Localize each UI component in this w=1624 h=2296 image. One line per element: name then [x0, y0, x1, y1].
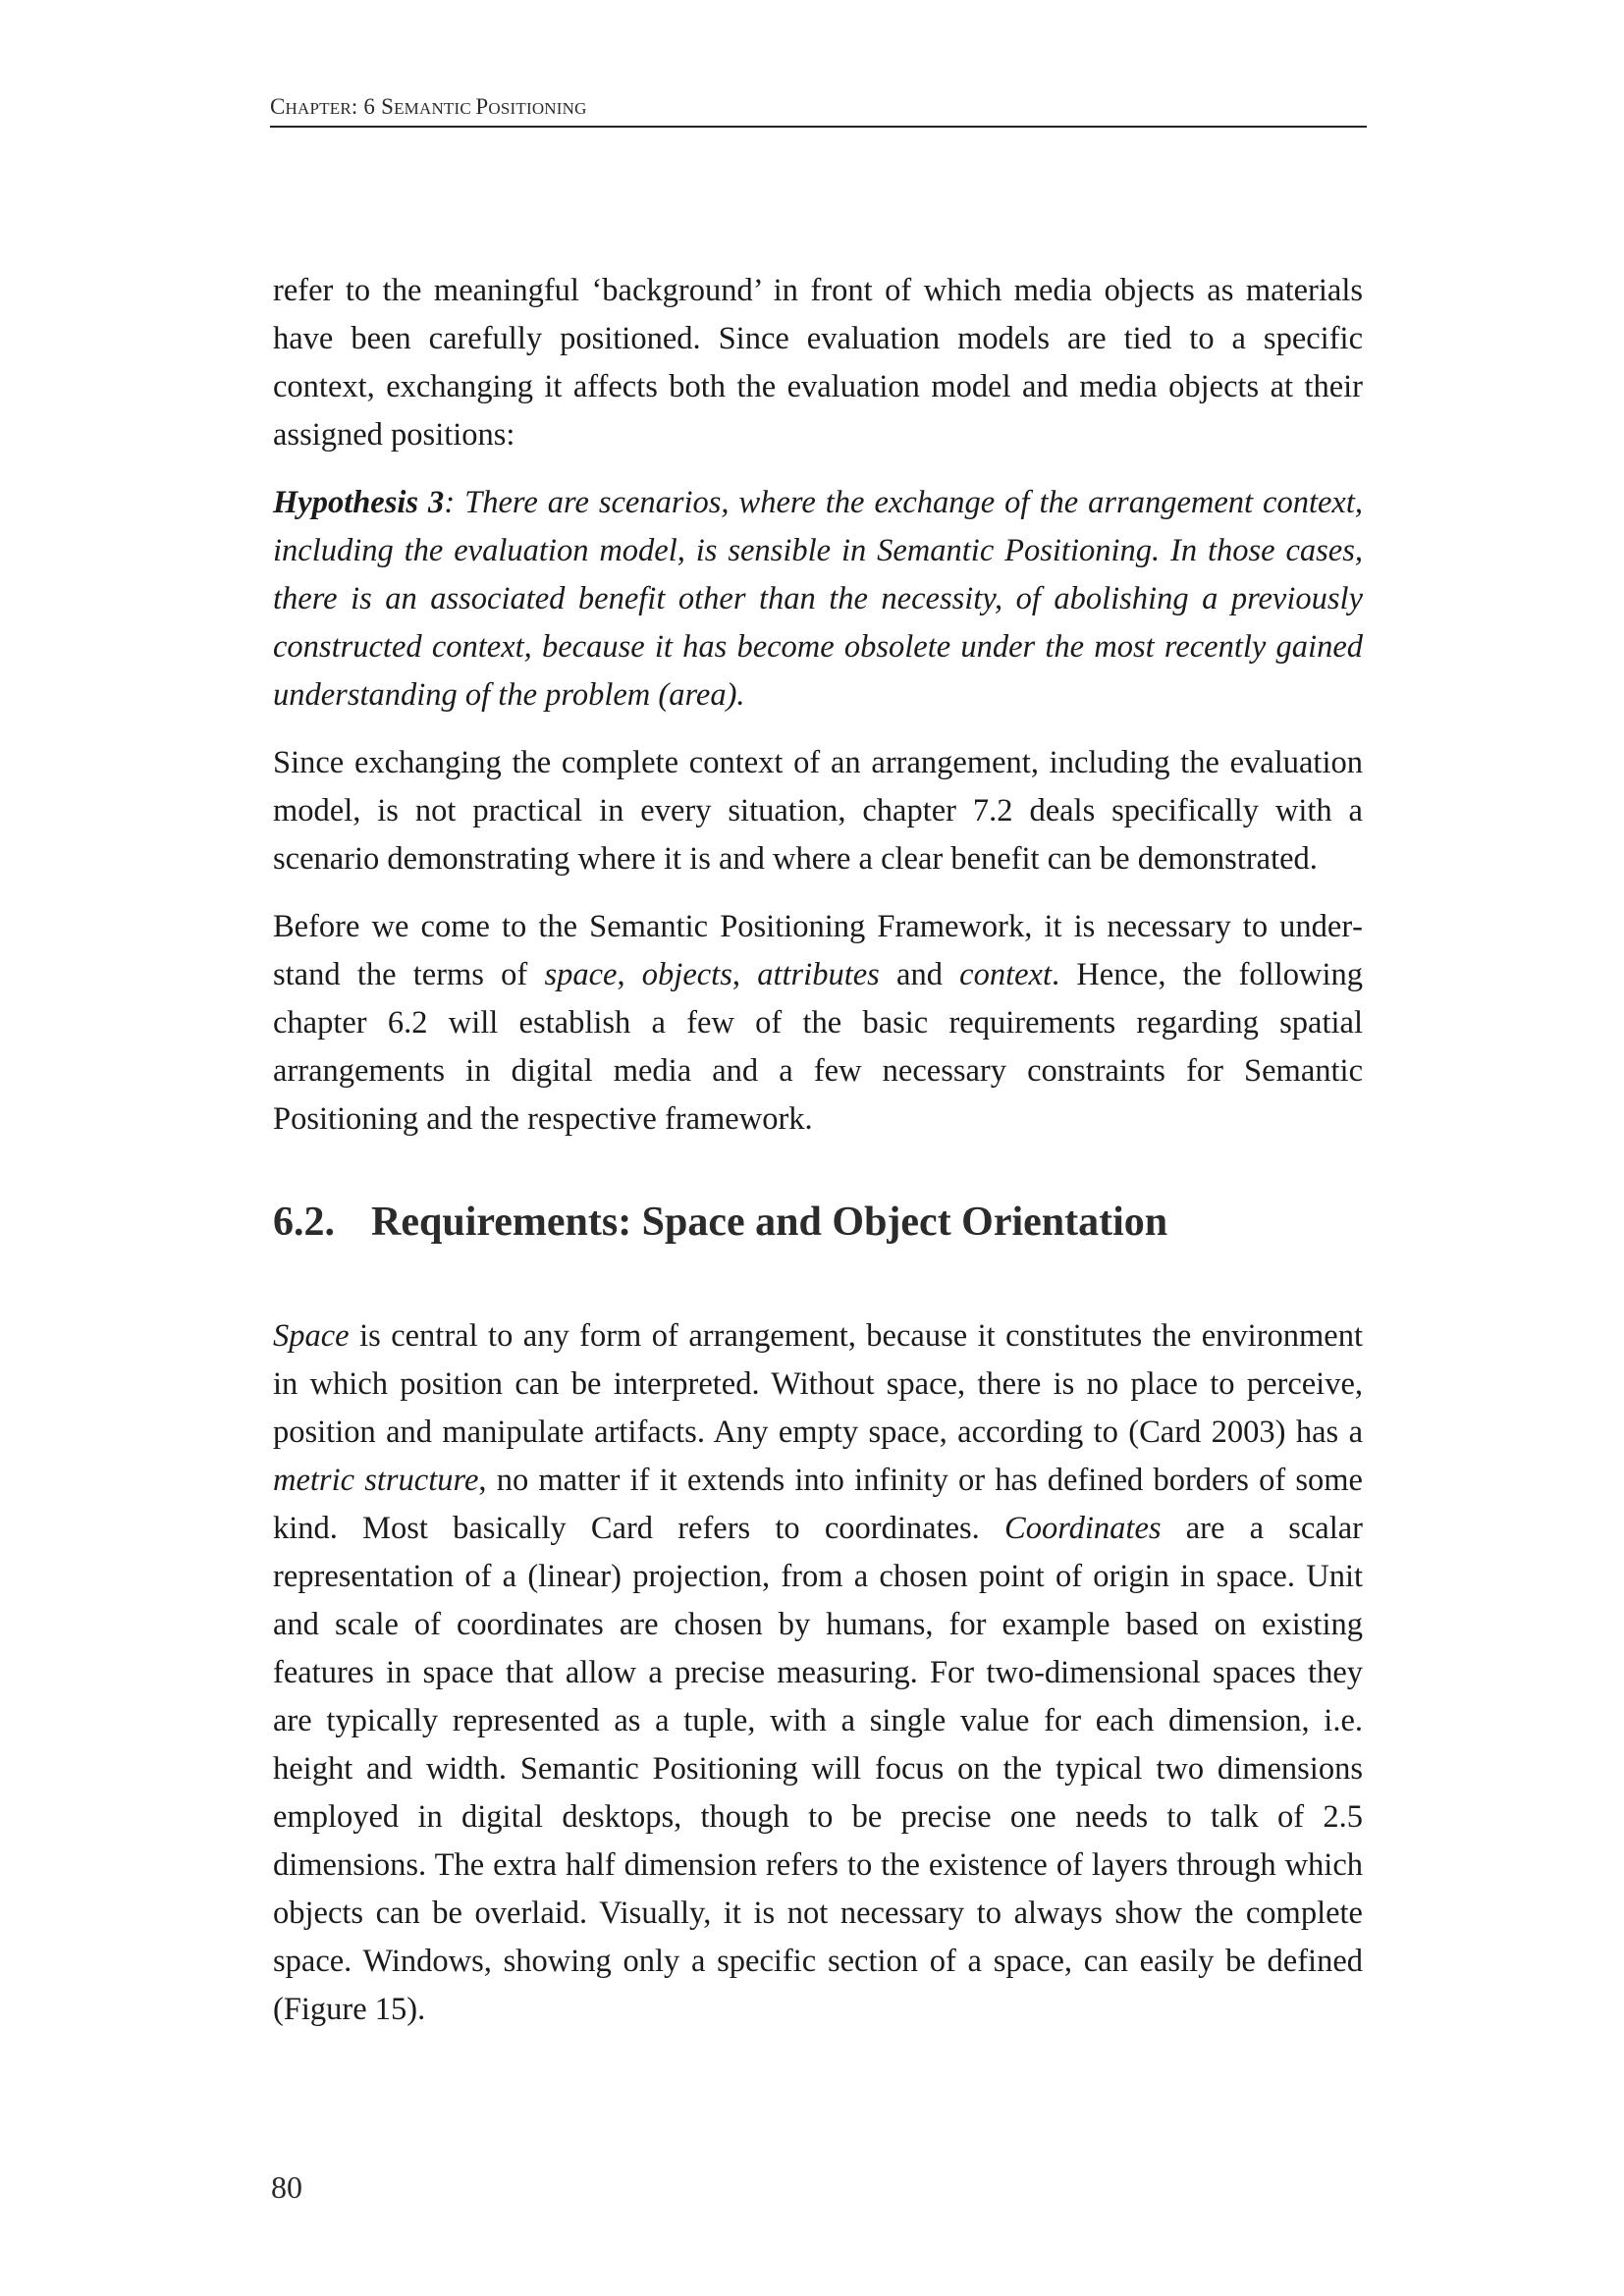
- p4-text-d: and: [879, 957, 960, 992]
- page-body: [273, 267, 1363, 2054]
- term-objects: objects: [641, 957, 732, 992]
- term-space: space: [544, 957, 618, 992]
- p5-text-a: is central to any form of arrangement, because it constitutes the environment in which position can be interpreted. Without space, there is no place to perceive, position and manipulate artifacts. Any empty space, according to (Card 2003) has a: [273, 1318, 1363, 1450]
- header-chapter-initial: C: [270, 94, 286, 119]
- p5-text-c: are a scalar representation of a (linear) projection, from a chosen point of origin in space. Unit and scale of coordinates are chosen by humans, for example based on existing features in space that allow a precise measuring. For two-dimensional spaces they are typically represented as a tuple, with a single value for each dimension, i.e. height and width. Semantic Positioning will focus on the typical two dimensions employed in digital desktops, though to be precise one needs to talk of 2.5 dimensions. The extra half dimension refers to the existence of layers through which objects can be overlaid. Visually, it is not necessary to always show the complete space. Windows, showing only a specific section of a space, can easily be defined (Figure 15).: [273, 1511, 1364, 2027]
- hypothesis-paragraph: [273, 479, 1363, 720]
- p4-text-b: ,: [617, 957, 642, 992]
- header-title-word-1: EMANTIC: [394, 99, 476, 118]
- term-attributes: attributes: [757, 957, 880, 992]
- term-coordinates: Coordinates: [1004, 1511, 1162, 1546]
- running-header: [270, 94, 1367, 128]
- section-heading: [273, 1197, 1363, 1248]
- paragraph-1: refer to the meaningful ‘background’ in front of which media objects as materials have been carefully positioned. Since evaluation models are tied to a specific context, exchanging it affects both the evaluation model and media objects at their assigned positions:: [273, 273, 1363, 453]
- header-title-initial-s: S: [381, 94, 395, 119]
- page-number: 80: [271, 2169, 302, 2205]
- term-metric-structure: metric structure: [273, 1463, 479, 1498]
- paragraph-3: Since exchanging the complete context of an arrangement, including the evaluation model, is not practical in every situation, chapter 7.2 deals specifically with a scenario demonstrating where it is and where a clear benefit can be demonstrated.: [273, 745, 1363, 877]
- header-chapter-number: : 6: [351, 94, 382, 119]
- p4-text-c: ,: [731, 957, 758, 992]
- p4-text-e: . Hence, the following chapter 6.2 will establish a few of the basic requirements regarding spatial arrangements in digital media and a few necessary constraints for Semantic Positioning and the respective framework.: [273, 957, 1363, 1137]
- header-chapter-word: HAPTER: [285, 99, 352, 118]
- hypothesis-label: Hypothesis 3: [273, 485, 445, 520]
- paragraph-4: [273, 903, 1363, 1144]
- section-title: Requirements: Space and Object Orientation: [371, 1200, 1168, 1245]
- header-title-initial-p: P: [475, 94, 489, 119]
- paragraph-5: [273, 1312, 1363, 2034]
- term-context: context: [959, 957, 1052, 992]
- term-space-p5: Space: [273, 1318, 350, 1354]
- section-number: 6.2.: [273, 1200, 335, 1245]
- hypothesis-text: : There are scenarios, where the exchange of the arrangement context, including the evaluation model, is sensible in Semantic Positioning. In those cases, there is an associated benefit other than the necessity, of abolishing a previously constructed context, because it has become obsolete under the most recently gained understanding of the problem (area).: [273, 485, 1364, 713]
- p4-text-a: Before we come to the Semantic Positioning Framework, it is necessary to understand the terms of: [273, 909, 1363, 992]
- header-title-word-2: OSITIONING: [488, 99, 587, 118]
- p5-text-b: , no matter if it extends into infinity or has defined borders of some kind. Most basically Card refers to coordinates.: [273, 1463, 1363, 1546]
